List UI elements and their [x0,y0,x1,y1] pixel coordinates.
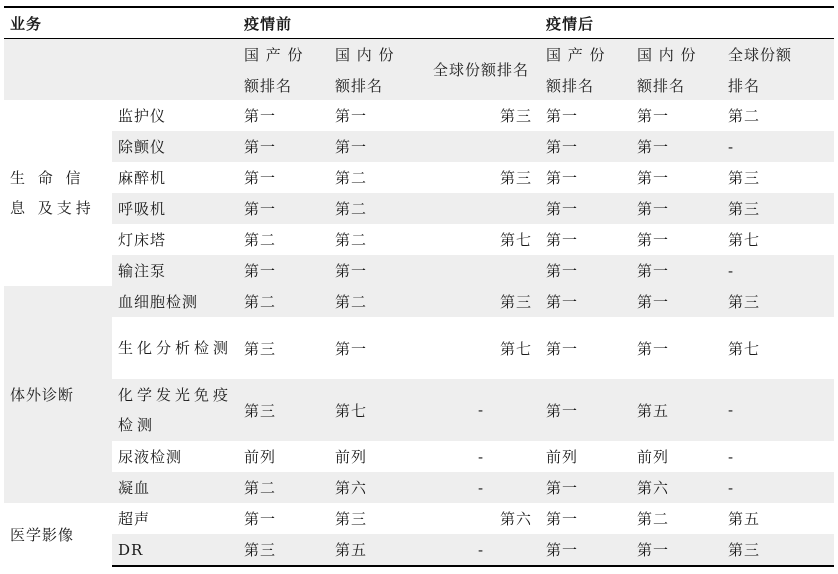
before-inland: 第一 [335,339,368,358]
category-ivd: 体外诊断 [4,286,112,503]
after-inland: 第一 [631,255,722,286]
before-global: - [477,447,485,466]
before-domestic: 第三 [238,379,329,441]
item-name: 尿液检测 [118,448,183,466]
before-inland: 第二 [335,169,368,187]
item-name: 输注泵 [112,255,238,286]
after-global: 第三 [722,534,834,566]
after-inland: 第一 [631,286,722,317]
before-inland: 第六 [329,472,422,503]
after-global: 第五 [728,510,761,528]
after-global: - [722,472,834,503]
after-global: - [722,131,834,162]
table-row [4,193,834,224]
before-domestic: 第二 [244,231,277,249]
before-inland: 第二 [329,193,422,224]
after-global: 第三 [722,286,834,317]
after-inland: 第一 [637,339,670,358]
before-global: 第三 [500,169,533,187]
after-global: 第三 [722,193,834,224]
before-global: 第六 [500,510,533,528]
item-name: 呼吸机 [112,193,238,224]
before-global: 第三 [500,107,533,125]
header-before-inland-1: 国 内 份 [329,39,422,71]
item-name: 除颤仪 [112,131,238,162]
before-inland: 第七 [329,379,422,441]
table-row [4,100,834,131]
after-domestic: 第一 [540,131,631,162]
item-name: 血细胞检测 [112,286,238,317]
after-domestic: 第一 [540,534,631,566]
market-share-ranking-table [4,6,834,567]
after-global: 第二 [728,107,761,125]
before-inland: 第一 [329,255,422,286]
header-blank-cell [112,39,238,101]
header-before-global: 全球份额排名 [422,39,540,101]
after-inland: 第二 [637,510,670,528]
before-domestic: 第一 [244,107,277,125]
after-inland: 第一 [637,231,670,249]
after-global: - [722,379,834,441]
after-domestic: 第一 [540,472,631,503]
before-domestic: 第一 [244,510,277,528]
before-inland: 前列 [335,448,368,466]
after-domestic: 第一 [546,231,579,249]
header-blank-cell [4,39,112,101]
table-row [4,317,834,379]
before-domestic: 第二 [238,286,329,317]
header-group-before: 疫情前 [238,7,540,39]
after-global: 第七 [728,231,761,249]
before-inland: 第一 [335,107,368,125]
item-name: 化学发光免疫检测 [112,379,238,441]
header-group-after: 疫情后 [540,7,834,39]
before-domestic: 第二 [238,472,329,503]
before-global [422,193,540,224]
item-name: 超声 [118,510,151,528]
after-global: 第三 [728,169,761,187]
before-global: 第三 [422,286,540,317]
header-after-inland-2: 额排名 [631,70,722,100]
after-domestic: 第一 [546,510,579,528]
header-before-domestic-2: 额排名 [238,70,329,100]
after-global: 第七 [728,339,761,358]
before-domestic: 前列 [244,448,277,466]
after-inland: 第一 [631,193,722,224]
before-inland: 第五 [329,534,422,566]
item-name: DR [112,534,238,566]
header-business: 业务 [4,7,112,39]
after-domestic: 第一 [540,379,631,441]
header-before-domestic-1: 国 产 份 [238,39,329,71]
table-row [4,162,834,193]
after-domestic: 第一 [540,255,631,286]
before-domestic: 第一 [238,193,329,224]
table-row [4,379,834,441]
before-global [422,255,540,286]
header-before-inland-2: 额排名 [329,70,422,100]
item-name: 凝血 [112,472,238,503]
after-domestic: 第一 [540,286,631,317]
header-after-inland-1: 国 内 份 [631,39,722,71]
before-inland: 第二 [335,231,368,249]
item-name: 生化分析检测 [118,339,233,357]
table-row [4,503,834,534]
header-after-global-1: 全球份额 [722,39,834,71]
before-inland: 第三 [335,510,368,528]
after-domestic: 第一 [546,169,579,187]
after-global: - [728,447,735,466]
table-row [4,534,834,566]
after-inland: 前列 [637,448,670,466]
header-after-global-2: 排名 [722,70,834,100]
table-row [4,286,834,317]
before-global: - [422,379,540,441]
before-domestic: 第三 [244,339,277,358]
header-row-groups [4,7,834,39]
after-inland: 第一 [631,131,722,162]
item-name: 灯床塔 [118,231,167,249]
category-imaging: 医学影像 [4,503,112,566]
before-global: - [422,472,540,503]
before-global [422,131,540,162]
after-inland: 第一 [637,169,670,187]
table-row [4,131,834,162]
header-row-sub-1 [4,39,834,71]
after-inland: 第一 [631,534,722,566]
header-after-domestic-2: 额排名 [540,70,631,100]
table-row [4,224,834,255]
after-domestic: 第一 [546,339,579,358]
header-empty [112,7,238,39]
table-row [4,441,834,472]
before-global: 第七 [500,339,533,358]
before-inland: 第二 [329,286,422,317]
header-after-domestic-1: 国 产 份 [540,39,631,71]
before-global: - [422,534,540,566]
before-domestic: 第一 [238,131,329,162]
category-life-support: 生 命 信 息 及支持 [4,100,112,286]
item-name: 监护仪 [118,107,167,125]
before-domestic: 第一 [244,169,277,187]
after-domestic: 第一 [546,107,579,125]
after-inland: 第六 [631,472,722,503]
table-row [4,472,834,503]
before-inland: 第一 [329,131,422,162]
after-global: - [722,255,834,286]
after-inland: 第五 [631,379,722,441]
before-domestic: 第三 [238,534,329,566]
before-domestic: 第一 [238,255,329,286]
table-row [4,255,834,286]
after-inland: 第一 [637,107,670,125]
after-domestic: 前列 [546,448,579,466]
before-global: 第七 [500,231,533,249]
item-name: 麻醉机 [118,169,167,187]
after-domestic: 第一 [540,193,631,224]
